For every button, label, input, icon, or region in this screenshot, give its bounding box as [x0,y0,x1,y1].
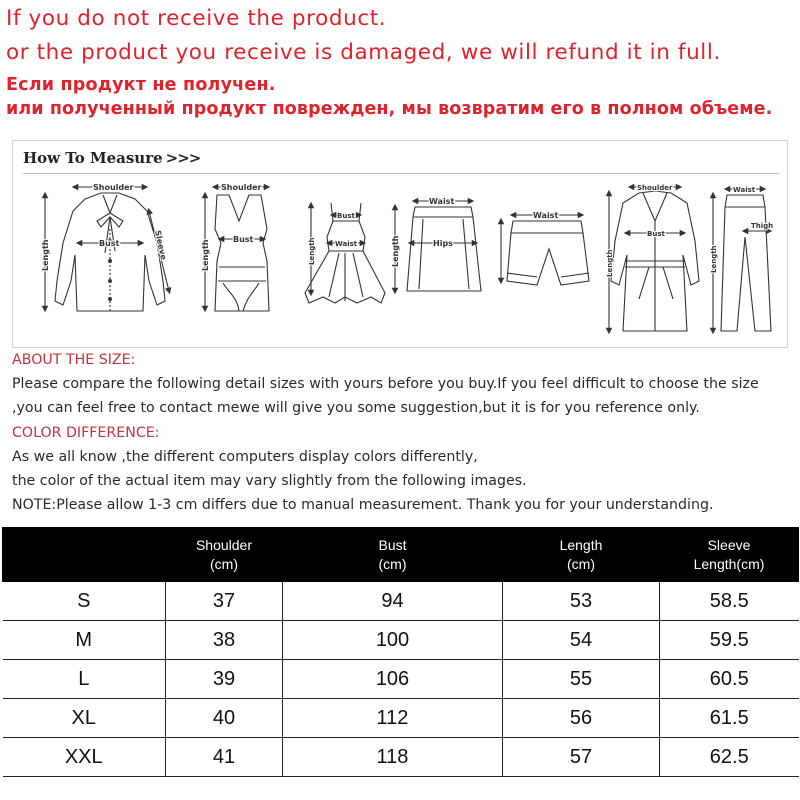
shoulder-cell: 38 [166,621,283,660]
tank-length-label: Length [201,239,210,271]
length-cell: 57 [503,738,660,777]
header-length-unit: (cm) [567,555,595,572]
bust-cell: 106 [283,660,503,699]
tank-top-diagram [201,183,269,311]
sleeve-cell: 62.5 [660,738,799,777]
color-difference-line-1: As we all know ,the different computers display colors differently, [12,449,478,465]
shorts-waist-label: Waist [533,211,559,220]
header-sleeve-label: Sleeve [707,536,751,553]
blouse-diagram [41,183,169,311]
blouse-bust-label: Bust [99,239,120,248]
dress-bust-label: Bust [337,212,355,220]
measurement-note: NOTE:Please allow 1-3 cm differs due to manual measurement. Thank you for your understanding. [12,497,714,513]
shorts-diagram [501,211,589,285]
header-shoulder-unit: (cm) [210,555,238,572]
header-sleeve-unit: Length(cm) [693,555,765,572]
about-size-line-1: Please compare the following detail sizes with yours before you buy.If you feel difficult to choose the size [12,376,759,392]
header-bust-unit: (cm) [378,555,407,572]
coat-bust-label: Bust [647,230,665,238]
dress-waist-label: Waist [335,240,358,248]
dress-length-label: Length [308,237,316,265]
tank-shoulder-label: Shoulder [221,183,262,192]
blouse-shoulder-label: Shoulder [93,183,134,192]
shoulder-cell: 37 [166,582,283,621]
length-cell: 55 [503,660,660,699]
how-to-measure-title-text: How To Measure [23,149,163,167]
title-arrows: >>> [165,149,201,167]
strap-dress-diagram [305,203,385,303]
header-length [503,528,660,582]
garment-illustrations [23,181,779,343]
how-to-measure-panel [12,140,788,348]
table-header-row [3,528,799,582]
length-cell: 56 [503,699,660,738]
coat-length-label: Length [606,249,614,277]
header-size [3,528,166,582]
size-cell: XXL [3,738,166,777]
table-row [3,582,799,621]
skirt-waist-label: Waist [429,197,455,206]
size-chart-table [2,527,799,777]
length-cell: 53 [503,582,660,621]
notice-line-1: If you do not receive the product. [6,6,387,31]
about-size-heading: ABOUT THE SIZE: [12,352,136,368]
bust-cell: 94 [283,582,503,621]
trousers-thigh-label: Thigh [751,222,774,230]
size-cell: M [3,621,166,660]
blouse-sleeve-label: Sleeve [153,229,169,261]
sleeve-cell: 61.5 [660,699,799,738]
trousers-diagram [710,186,773,331]
shoulder-cell: 39 [166,660,283,699]
sleeve-cell: 58.5 [660,582,799,621]
shoulder-cell: 41 [166,738,283,777]
title-divider [23,173,779,174]
blouse-length-label: Length [41,239,50,271]
coat-shoulder-label: Shoulder [637,184,673,192]
color-difference-line-2: the color of the actual item may vary slightly from the following images. [12,473,527,489]
refund-notice [0,0,800,132]
sleeve-cell: 59.5 [660,621,799,660]
skirt-diagram [391,197,481,291]
table-row [3,738,799,777]
header-shoulder [166,528,283,582]
bust-cell: 112 [283,699,503,738]
skirt-hips-label: Hips [433,239,453,248]
bust-cell: 118 [283,738,503,777]
size-cell: XL [3,699,166,738]
about-size-line-2: ,you can feel free to contact mewe will give you some suggestion,but it is for you reference only. [12,400,700,416]
header-sleeve-length [660,528,799,582]
table-row [3,660,799,699]
header-shoulder-label: Shoulder [195,536,253,553]
notice-line-4: или полученный продукт поврежден, мы возвратим его в полном объеме. [6,99,773,119]
table-row [3,621,799,660]
trousers-length-label: Length [710,245,718,273]
size-cell: S [3,582,166,621]
table-row [3,699,799,738]
bust-cell: 100 [283,621,503,660]
skirt-length-label: Length [391,235,400,267]
notice-line-3: Если продукт не получен. [6,75,276,95]
notice-line-2: or the product you receive is damaged, we will refund it in full. [6,40,721,65]
header-length-label: Length [559,536,603,553]
header-bust [283,528,503,582]
size-cell: L [3,660,166,699]
color-difference-heading: COLOR DIFFERENCE: [12,425,160,441]
length-cell: 54 [503,621,660,660]
shoulder-cell: 40 [166,699,283,738]
how-to-measure-title [23,149,200,167]
tank-bust-label: Bust [233,235,254,244]
trousers-waist-label: Waist [733,186,756,194]
sleeve-cell: 60.5 [660,660,799,699]
coat-diagram [606,184,699,331]
header-bust-label: Bust [378,536,407,553]
